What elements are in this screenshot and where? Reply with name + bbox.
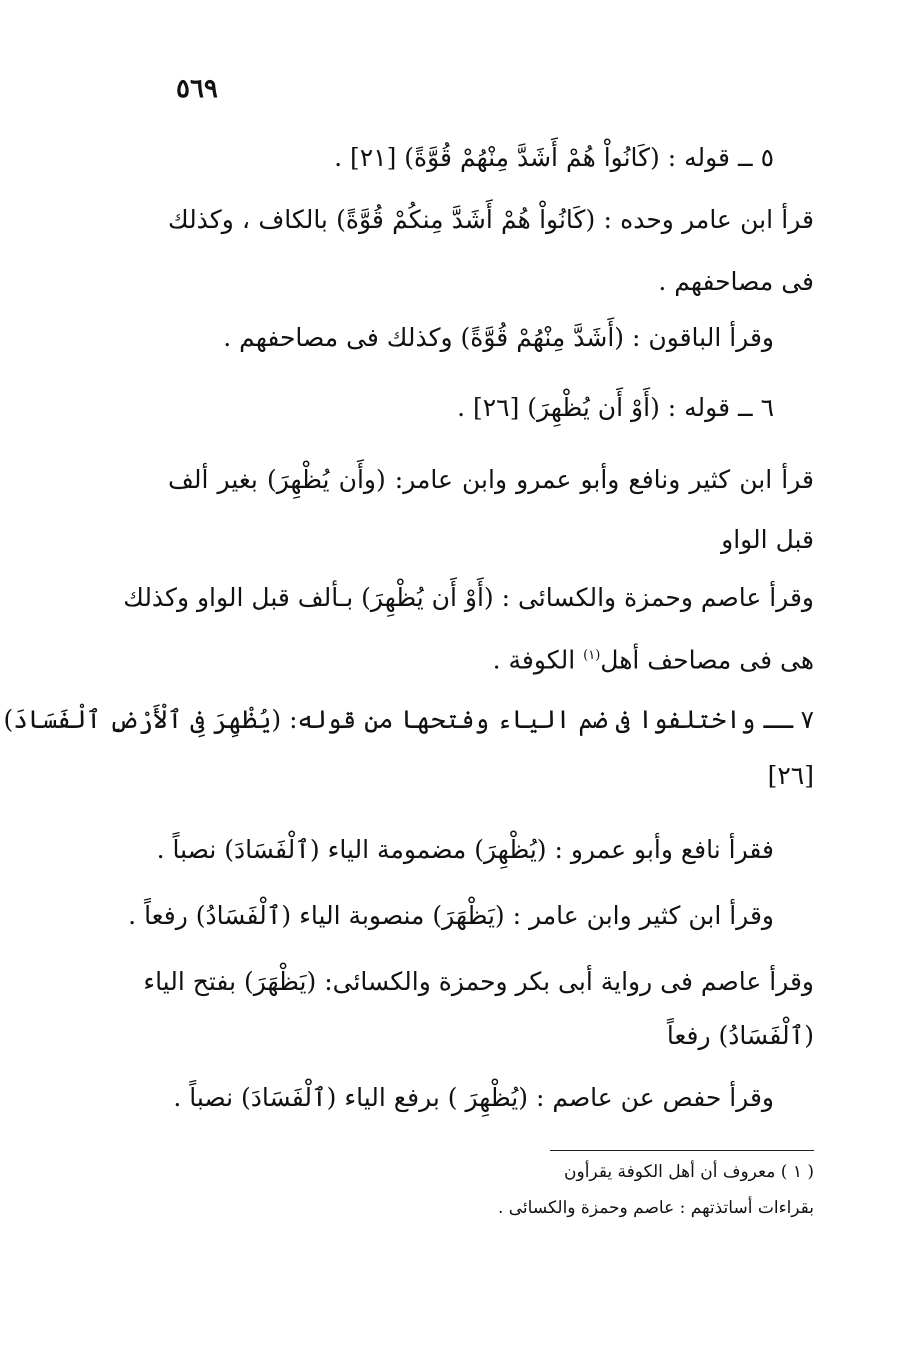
footnote-marker: (١) bbox=[583, 648, 601, 663]
footnote-line-2: بقراءات أساتذتهم : عاصم وحمزة والكسائى . bbox=[497, 1198, 814, 1218]
text-line-item7-heading: ٧ ــ واختلفوا فى ضم الياء وفتحها من قوله: (يُظْهِرَ فِى ٱلْأَرْضِ ٱلْفَسَادَ) bbox=[3, 705, 814, 734]
text-line-al-fasad: (ٱلْفَسَادُ) رفعاً bbox=[666, 1021, 814, 1050]
text-line-kufa bbox=[164, 636, 814, 680]
text-line-masahif: فى مصاحفهم . bbox=[658, 267, 814, 296]
text-line-verse-ref-26: [٢٦] bbox=[767, 761, 814, 790]
text-line-nafi: فقرأ نافع وأبو عمرو : (يُظْهِرَ) مضمومة الياء (ٱلْفَسَادَ) نصباً . bbox=[156, 835, 774, 864]
text-line-ibn-kathir: قرأ ابن كثير ونافع وأبو عمرو وابن عامر: (وأَن يُظْهِرَ) بغير ألف bbox=[168, 465, 814, 494]
text-line-item5-heading: ٥ ــ قوله : (كَانُواْ هُمْ أَشَدَّ مِنْهُمْ قُوَّةً) [٢١] . bbox=[334, 143, 774, 172]
text-line-hafs: وقرأ حفص عن عاصم : (يُظْهِرَ ) برفع الياء (ٱلْفَسَادَ) نصباً . bbox=[173, 1083, 774, 1112]
text-line-ibn-kathir-2: وقرأ ابن كثير وابن عامر : (يَظْهَرَ) منصوبة الياء (ٱلْفَسَادُ) رفعاً . bbox=[128, 901, 774, 930]
text-line-qabl-alwaw: قبل الواو bbox=[721, 525, 814, 554]
text-line-item6-heading: ٦ ــ قوله : (أَوْ أَن يُظْهِرَ) [٢٦] . bbox=[457, 393, 774, 422]
text-line-baqun: وقرأ الباقون : (أَشَدَّ مِنْهُمْ قُوَّةً) وكذلك فى مصاحفهم . bbox=[223, 323, 774, 352]
text-line-asim: وقرأ عاصم وحمزة والكسائى : (أَوْ أَن يُظْهِرَ) بـألف قبل الواو وكذلك bbox=[123, 583, 814, 612]
text-span-ahl: هى فى مصاحف أهل bbox=[600, 645, 814, 675]
text-line-abi-bakr: وقرأ عاصم فى رواية أبى بكر وحمزة والكسائى: (يَظْهَرَ) بفتح الياء bbox=[143, 967, 814, 996]
text-span-kufa: الكوفة . bbox=[492, 645, 576, 675]
footnote-divider bbox=[550, 1150, 814, 1151]
footnote-line-1: ( ١ ) معروف أن أهل الكوفة يقرأون bbox=[564, 1162, 814, 1182]
page-number: ٥٦٩ bbox=[176, 74, 218, 104]
text-line-ibn-amir: قرأ ابن عامر وحده : (كَانُواْ هُمْ أَشَدَّ مِنكُمْ قُوَّةً) بالكاف ، وكذلك bbox=[168, 205, 814, 234]
